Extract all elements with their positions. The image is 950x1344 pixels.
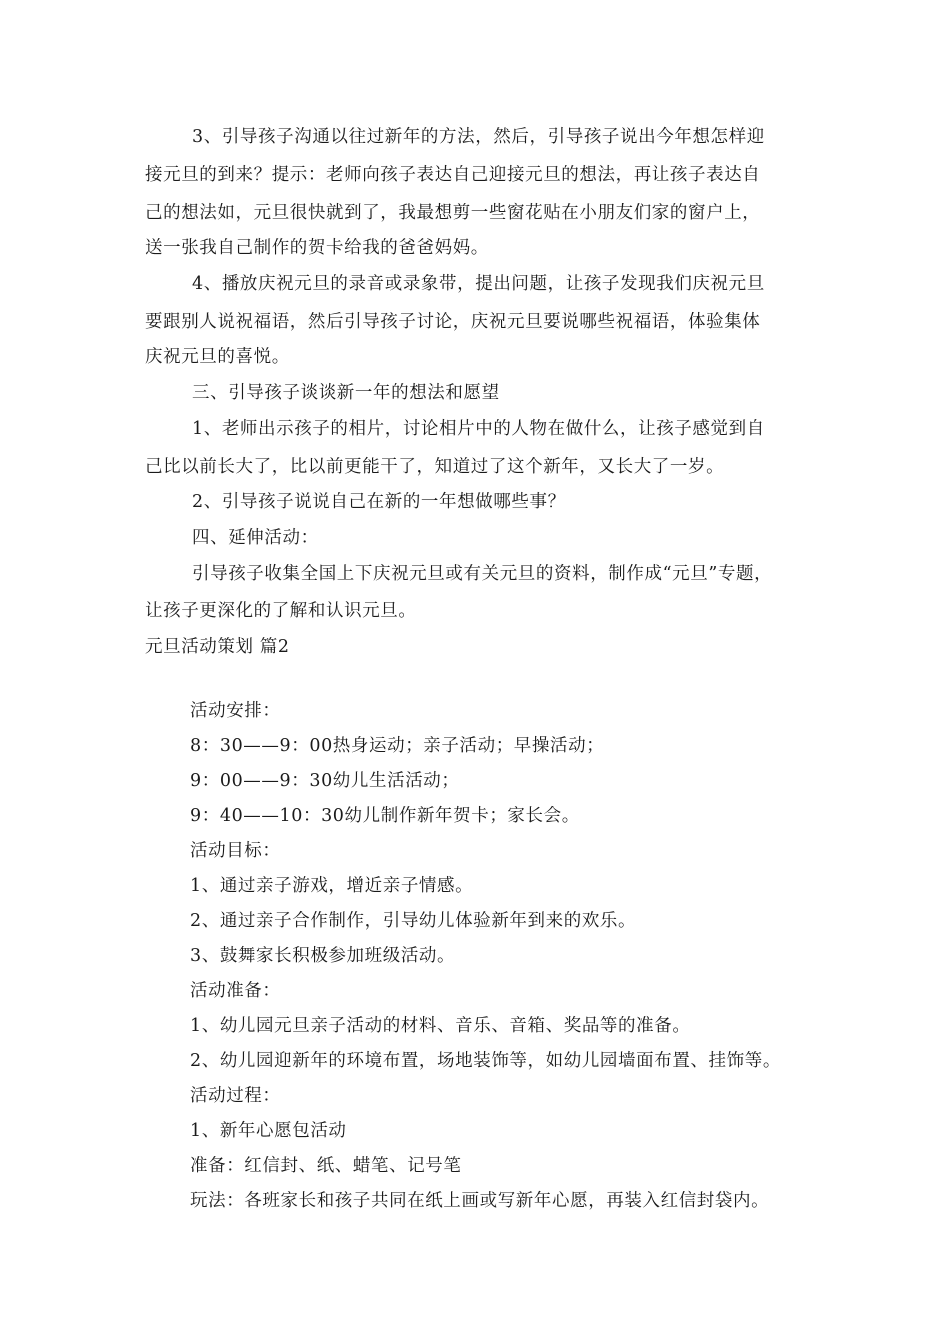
section-heading: 三、引导孩子谈谈新一年的想法和愿望	[192, 383, 500, 403]
list-item: 9：00——9：30幼儿生活活动；	[190, 771, 460, 791]
list-item: 2、幼儿园迎新年的环境布置，场地装饰等，如幼儿园墙面布置、挂饰等。	[190, 1051, 781, 1071]
paragraph-line: 己的想法如，元旦很快就到了，我最想剪一些窗花贴在小朋友们家的窗户上，	[145, 203, 761, 223]
list-item: 3、鼓舞家长积极参加班级活动。	[190, 946, 456, 966]
document-title: 元旦活动策划 篇2	[145, 637, 290, 657]
paragraph-line: 接元旦的到来？提示：老师向孩子表达自己迎接元旦的想法，再让孩子表达自	[145, 165, 761, 185]
list-item: 8：30——9：00热身运动；亲子活动；早操活动；	[190, 736, 605, 756]
subheading: 活动准备：	[190, 981, 281, 1001]
list-item: 准备：红信封、纸、蜡笔、记号笔	[190, 1156, 462, 1176]
list-item: 9：40——10：30幼儿制作新年贺卡；家长会。	[190, 806, 580, 826]
list-item: 2、通过亲子合作制作，引导幼儿体验新年到来的欢乐。	[190, 911, 637, 931]
paragraph-line: 要跟别人说祝福语，然后引导孩子讨论，庆祝元旦要说哪些祝福语，体验集体	[145, 312, 761, 332]
subheading: 活动过程：	[190, 1086, 281, 1106]
paragraph-line: 庆祝元旦的喜悦。	[145, 347, 290, 367]
paragraph-line: 1、老师出示孩子的相片，讨论相片中的人物在做什么，让孩子感觉到自	[192, 419, 765, 439]
list-item: 1、通过亲子游戏，增近亲子情感。	[190, 876, 474, 896]
subheading: 活动安排：	[190, 701, 281, 721]
paragraph-line: 引导孩子收集全国上下庆祝元旦或有关元旦的资料，制作成“元旦”专题，	[192, 564, 773, 584]
paragraph-line: 4、播放庆祝元旦的录音或录象带，提出问题，让孩子发现我们庆祝元旦	[192, 274, 765, 294]
section-heading: 四、延伸活动：	[192, 528, 319, 548]
list-item: 玩法：各班家长和孩子共同在纸上画或写新年心愿，再装入红信封袋内。	[190, 1191, 770, 1211]
paragraph-line: 己比以前长大了，比以前更能干了，知道过了这个新年，又长大了一岁。	[145, 457, 725, 477]
paragraph-line: 送一张我自己制作的贺卡给我的爸爸妈妈。	[145, 238, 489, 258]
list-item: 1、新年心愿包活动	[190, 1121, 347, 1141]
list-item: 1、幼儿园元旦亲子活动的材料、音乐、音箱、奖品等的准备。	[190, 1016, 691, 1036]
subheading: 活动目标：	[190, 841, 281, 861]
paragraph-line: 2、引导孩子说说自己在新的一年想做哪些事？	[192, 492, 566, 512]
paragraph-line: 3、引导孩子沟通以往过新年的方法，然后，引导孩子说出今年想怎样迎	[192, 127, 765, 147]
paragraph-line: 让孩子更深化的了解和认识元旦。	[145, 601, 417, 621]
